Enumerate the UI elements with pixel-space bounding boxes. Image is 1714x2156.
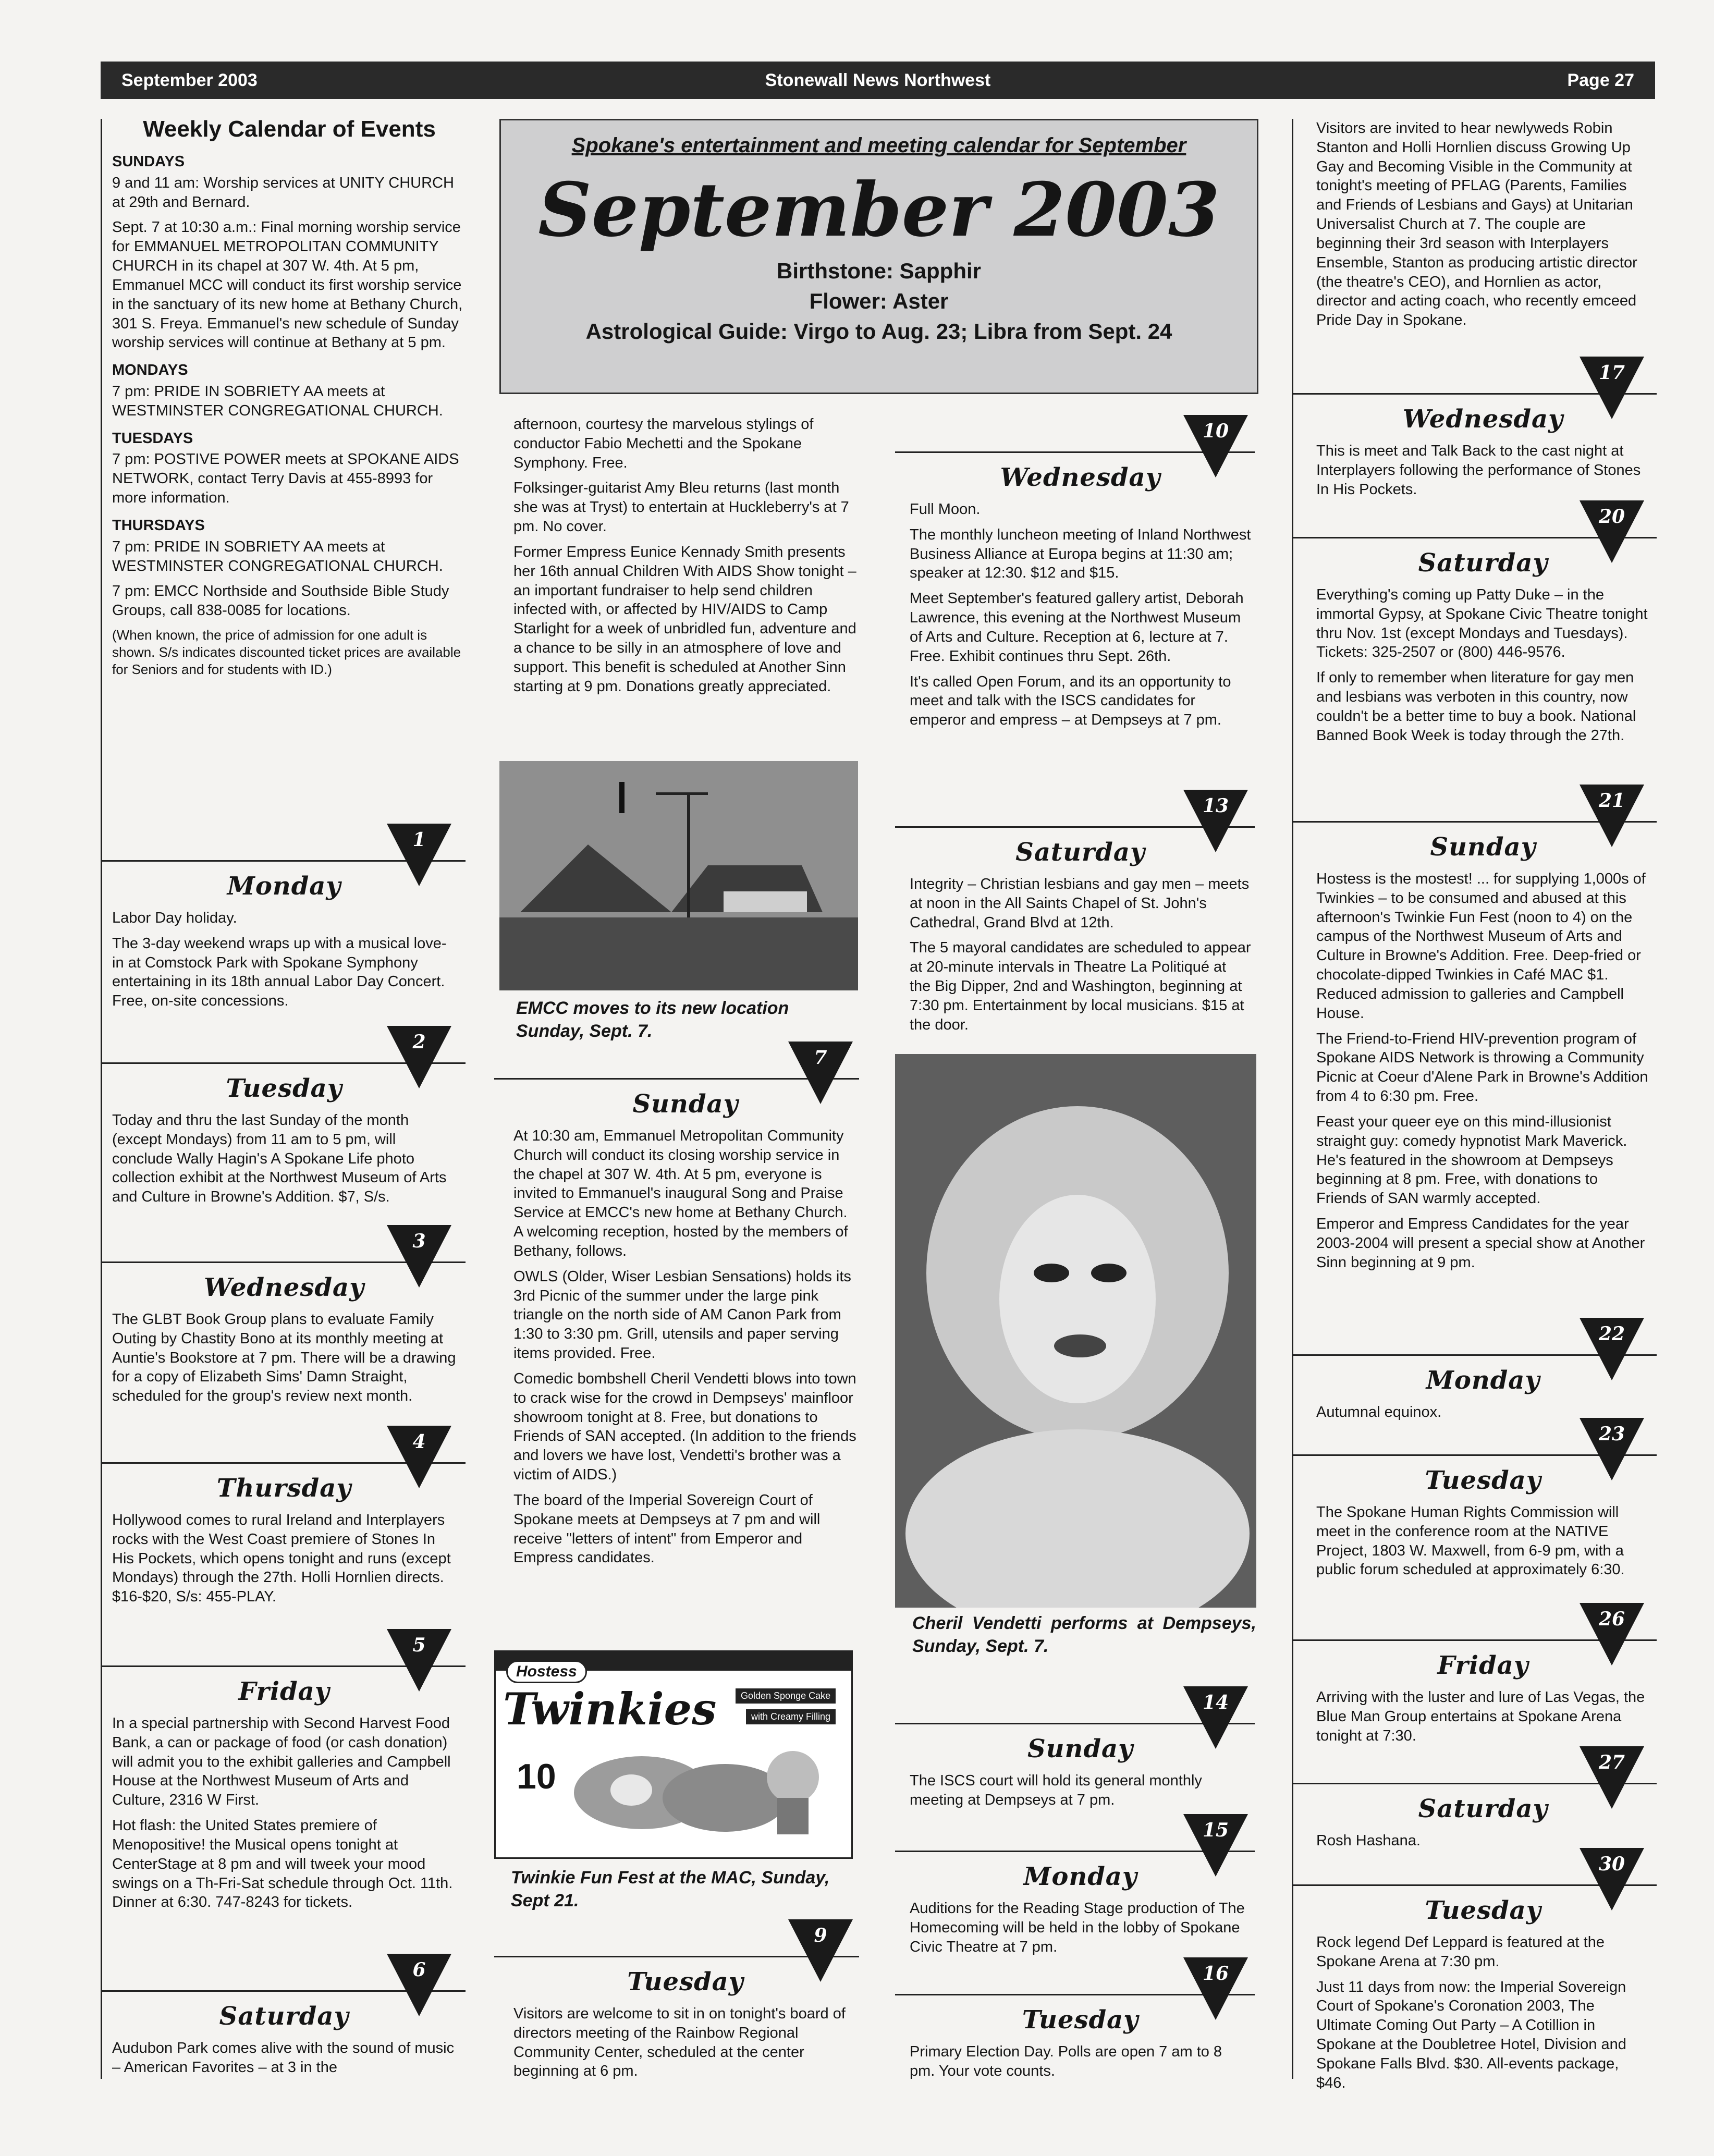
event-text: Emperor and Empress Candidates for the year 2003-2004 will present a special show at Another Sinn beginning at 9 pm.: [1316, 1216, 1645, 1271]
day-body: [112, 1467, 456, 1613]
day-title: Monday: [227, 872, 341, 901]
day-body: [513, 1961, 858, 2087]
ad-brand: Hostess: [506, 1660, 587, 1683]
day-title: Sunday: [632, 1089, 739, 1119]
date-number: 9: [814, 1925, 827, 1946]
day-title: Thursday: [216, 1474, 352, 1503]
event-text: Comedic bombshell Cheril Vendetti blows into town to crack wise for the crowd in Dempseys' mainfloor showroom tonight at 8. Free, but donations to Friends of SAN accepted. (In addition to the friends and lovers we have lost, Vendetti's brother was a victim of AIDS.): [513, 1370, 856, 1484]
event-text: If only to remember when literature for gay men and lesbians was verboten in this country, now couldn't be a better time to buy a book. National Banned Book Week is today through the 27th.: [1316, 669, 1636, 744]
date-number: 26: [1598, 1608, 1625, 1630]
event-text: Arriving with the luster and lure of Las Vegas, the Blue Man Group entertains at Spokane Arena tonight at 7:30.: [1316, 1688, 1645, 1744]
event-text: The GLBT Book Group plans to evaluate Family Outing by Chastity Bono at its monthly meeting at Auntie's Bookstore at 7 pm. There will be a drawing for a copy of Elizabeth Sims' Damn Straight, scheduled for the group's review next month.: [112, 1310, 456, 1405]
day-body: [1316, 826, 1650, 1279]
date-number: 10: [1202, 420, 1229, 442]
date-number: 17: [1598, 362, 1625, 384]
banner-flower: Flower: Aster: [809, 289, 949, 313]
event-text: The Friend-to-Friend HIV-prevention program of Spokane AIDS Network is throwing a Community Picnic at Coeur d'Alene Park in Browne's Addition from 4 to 6:30 pm. Free.: [1316, 1030, 1648, 1105]
ad-tag: with Creamy Filling: [746, 1709, 836, 1724]
day-title: Tuesday: [627, 1967, 744, 1996]
event-text: Hostess is the mostest! ... for supplying 1,000s of Twinkies – to be consumed and abused at this afternoon's Twinkie Fun Fest (noon to 4) on the campus of the Northwest Museum of Arts and Culture in Browne's Addition. Free. Deep-fried or chocolate-dipped Twinkies in Café MAC $1. Reduced admission to galleries and Campbell House.: [1316, 870, 1646, 1022]
event-text: Auditions for the Reading Stage production of The Homecoming will be held in the lobby of Spokane Civic Theatre at 7 pm.: [910, 1900, 1245, 1955]
day-body: [112, 1995, 456, 2084]
event-text: Primary Election Day. Polls are open 7 am to 8 pm. Your vote counts.: [910, 2043, 1222, 2079]
event-text: Visitors are invited to hear newlyweds Robin Stanton and Holli Hornlien discuss Growing Up Gay and Becoming Visible in the Community at tonight's meeting of PFLAG (Parents, Families and Friends of Lesbians and Gays) at Unitarian Universalist Church at 7. The couple are beginning their 3rd season with Interplayers Ensemble, Stanton as producing artistic director (the theatre's CEO), and Hornlien as actor, director and acting coach, who recently emceed Pride Day in Spokane.: [1316, 120, 1637, 329]
date-number: 22: [1598, 1323, 1625, 1345]
day-title: Wednesday: [203, 1273, 365, 1302]
banner-astro: Astrological Guide: Virgo to Aug. 23; Libra from Sept. 24: [585, 319, 1172, 344]
weekly-entry: 9 and 11 am: Worship services at UNITY CHURCH at 29th and Bernard.: [112, 174, 454, 211]
date-number: 16: [1202, 1963, 1229, 1985]
weekly-heading: MONDAYS: [112, 362, 188, 379]
weekly-heading: TUESDAYS: [112, 430, 193, 447]
day-title: Sunday: [1027, 1734, 1133, 1763]
event-text: Hollywood comes to rural Ireland and Interplayers rocks with the West Coast premiere of Stones In His Pockets, which opens tonight and runs (except Mondays) through the 27th. Holli Hornlien directs. $16-$20, S/s: 455-PLAY.: [112, 1511, 451, 1606]
day-title: Friday: [238, 1677, 330, 1706]
event-text: Hot flash: the United States premiere of Menopositive! the Musical opens tonight at CenterStage at 8 pm and will tweek your mood swings on a Th-Fri-Sat schedule through Oct. 11th. Dinner at 6:30. 747-8243 for tickets.: [112, 1817, 453, 1911]
weekly-entry: 7 pm: EMCC Northside and Southside Bible Study Groups, call 838-0085 for locations.: [112, 583, 449, 619]
ad-count: 10: [517, 1757, 556, 1796]
event-text: Rosh Hashana.: [1316, 1832, 1421, 1849]
day-title: Wednesday: [1000, 463, 1161, 492]
weekly-heading: THURSDAYS: [112, 517, 205, 534]
day-body: [910, 1856, 1251, 1963]
twinkies-caption: Twinkie Fun Fest at the MAC, Sunday, Sept 21.: [511, 1868, 830, 1911]
event-text: afternoon, courtesy the marvelous stylings of conductor Fabio Mechetti and the Spokane Symphony. Free.: [513, 416, 814, 471]
event-text: Labor Day holiday.: [112, 909, 237, 926]
day-body: [112, 1671, 456, 1918]
day-body: [1316, 1460, 1650, 1586]
day-body: [910, 1728, 1251, 1816]
event-text: Former Empress Eunice Kennady Smith presents her 16th annual Children With AIDS Show tonight – an important fundraiser to help send children infected with, or affected by HIV/AIDS to Camp Starlight for a week of unbridled fun, adventure and a chance to be silly in an atmosphere of love and support. This benefit is scheduled at Another Sinn starting at 9 pm. Donations greatly appreciated.: [513, 543, 856, 695]
day-title: Saturday: [1015, 838, 1145, 867]
event-text: Integrity – Christian lesbians and gay men – meets at noon in the All Saints Chapel of St. John's Cathedral, Grand Blvd at 12th.: [910, 875, 1250, 931]
church-photo-image: [499, 761, 858, 990]
column-rule: [1292, 119, 1293, 2079]
event-text: The 3-day weekend wraps up with a musical love-in at Comstock Park with Spokane Symphony entertaining in its 18th annual Labor Day Concert. Free, on-site concessions.: [112, 935, 447, 1010]
column-4-continuation: [1316, 119, 1650, 336]
date-number: 6: [412, 1959, 426, 1981]
performer-photo-caption: Cheril Vendetti performs at Dempseys, Sunday, Sept. 7.: [912, 1613, 1256, 1657]
event-text: It's called Open Forum, and its an opportunity to meet and talk with the ISCS candidates for emperor and empress – at Dempseys at 7 pm.: [910, 673, 1231, 729]
weekly-entry: 7 pm: POSTIVE POWER meets at SPOKANE AIDS NETWORK, contact Terry Davis at 455-8993 for more information.: [112, 451, 459, 507]
banner-birthstone: Birthstone: Sapphir: [776, 259, 981, 283]
day-title: Monday: [1426, 1366, 1540, 1395]
ad-product: Twinkies: [503, 1683, 717, 1735]
date-number: 4: [412, 1431, 426, 1453]
day-title: Wednesday: [1402, 405, 1564, 434]
day-body: [1316, 1890, 1650, 2099]
day-title: Tuesday: [1425, 1896, 1541, 1925]
header-publication: Stonewall News Northwest: [765, 70, 991, 90]
weekly-heading: SUNDAYS: [112, 153, 185, 170]
date-number: 21: [1598, 790, 1625, 812]
date-number: 5: [412, 1634, 426, 1656]
date-number: 13: [1202, 795, 1229, 817]
event-text: Just 11 days from now: the Imperial Sovereign Court of Spokane's Coronation 2003, The Ultimate Coming Out Party – A Cotillion in Spokane at the Doubletree Hotel, Division and Spokane Falls Blvd. $30. All-events package, $46.: [1316, 1978, 1626, 2091]
event-text: OWLS (Older, Wiser Lesbian Sensations) holds its 3rd Picnic of the summer under the large pink triangle on the north side of AM Canon Park from 1:30 to 3:30 pm. Grill, utensils and paper serving items provided. Free.: [513, 1268, 851, 1362]
day-body: [112, 1267, 456, 1412]
event-text: Autumnal equinox.: [1316, 1403, 1442, 1420]
date-number: 2: [412, 1031, 426, 1053]
event-text: Folksinger-guitarist Amy Bleu returns (last month she was at Tryst) to entertain at Huckleberry's at 7 pm. No cover.: [513, 480, 849, 535]
event-text: Full Moon.: [910, 500, 981, 518]
event-text: The ISCS court will hold its general monthly meeting at Dempseys at 7 pm.: [910, 1772, 1202, 1808]
date-number: 3: [412, 1230, 426, 1252]
event-text: The monthly luncheon meeting of Inland Northwest Business Alliance at Europa begins at 11:30 am; speaker at 12:30. $12 and $15.: [910, 526, 1251, 582]
date-number: 14: [1202, 1692, 1229, 1713]
event-text: Audubon Park comes alive with the sound of music – American Favorites – at 3 in the: [112, 2039, 455, 2076]
weekly-title: Weekly Calendar of Events: [143, 116, 436, 142]
date-number: 30: [1598, 1853, 1625, 1875]
page-header: [101, 62, 1655, 99]
date-number: 23: [1598, 1423, 1625, 1445]
date-number: 15: [1202, 1819, 1229, 1841]
event-text: The board of the Imperial Sovereign Court of Spokane meets at Dempseys at 7 pm and will receive "letters of intent" from Emperor and Empress candidates.: [513, 1491, 821, 1566]
event-text: Feast your queer eye on this mind-illusionist straight guy: comedy hypnotist Mark Maverick. He's featured in the showroom at Dempseys beginning at 8 pm. Free, with donations to Friends of SAN warmly accepted.: [1316, 1113, 1627, 1207]
date-number: 1: [412, 829, 426, 851]
header-page-number: Page 27: [1567, 70, 1634, 90]
admission-note: (When known, the price of admission for one adult is shown. S/s indicates discounted ticket prices are available for Seniors and for students with ID.): [112, 627, 461, 678]
day-title: Tuesday: [226, 1074, 342, 1103]
event-text: Today and thru the last Sunday of the month (except Mondays) from 11 am to 5 pm, will conclude Wally Hagin's A Spokane Life photo collection exhibit at the Northwest Museum of Arts and Culture in Browne's Addition. $7, S/s.: [112, 1111, 447, 1206]
twinkies-ad: [494, 1650, 853, 1859]
day-body: [112, 865, 456, 1017]
ad-tag: Golden Sponge Cake: [736, 1688, 836, 1704]
event-text: At 10:30 am, Emmanuel Metropolitan Community Church will conduct its closing worship service in the chapel at 307 W. 4th. At 5 pm, everyone is invited to Emmanuel's inaugural Song and Praise Service at EMCC's new home at Bethany Church. A welcoming reception, hosted by the members of Bethany, follows.: [513, 1127, 848, 1259]
event-text: This is meet and Talk Back to the cast night at Interplayers following the performance of Stones In His Pockets.: [1316, 442, 1641, 498]
event-text: The Spokane Human Rights Commission will meet in the conference room at the NATIVE Project, 1803 W. Maxwell, from 6-9 pm, with a public forum scheduled at approximately 6:30.: [1316, 1503, 1625, 1578]
header-date: September 2003: [121, 70, 258, 90]
event-text: In a special partnership with Second Harvest Food Bank, a can or package of food (or cash donation) will admit you to the exhibit galleries and Campbell House at the Northwest Museum of Arts and Culture, 2316 W First.: [112, 1714, 451, 1809]
month-banner: [499, 119, 1258, 394]
twinkie-cakes-image: [574, 1741, 835, 1840]
church-photo-caption: EMCC moves to its new location Sunday, Sept. 7.: [516, 998, 789, 1042]
date-number: 7: [814, 1047, 827, 1069]
day-title: Monday: [1023, 1862, 1137, 1891]
event-text: Everything's coming up Patty Duke – in the immortal Gypsy, at Spokane Civic Theatre tonight thru Nov. 1st (except Mondays and Tuesdays). Tickets: 325-2507 or (800) 446-9576.: [1316, 586, 1648, 661]
weekly-entry: 7 pm: PRIDE IN SOBRIETY AA meets at WESTMINSTER CONGREGATIONAL CHURCH.: [112, 538, 443, 574]
weekly-entry: Sept. 7 at 10:30 a.m.: Final morning worship service for EMMANUEL METROPOLITAN COMMUNITY CHURCH in its chapel at 307 W. 4th. At 5 pm, Emmanuel MCC will conduct its first worship service in the sanctuary of its new home at Bethany Church, 301 S. Freya. Emmanuel's new schedule of Sunday worship services will continue at Bethany at 5 pm.: [112, 219, 463, 351]
day-body: [910, 831, 1251, 1041]
event-text: Rock legend Def Leppard is featured at the Spokane Arena at 7:30 pm.: [1316, 1933, 1605, 1970]
column-rule: [101, 119, 102, 2079]
day-title: Tuesday: [1022, 2005, 1139, 2035]
banner-title: September 2003: [538, 167, 1220, 253]
column-2-continuation: [513, 415, 858, 703]
weekly-calendar: [112, 115, 467, 684]
event-text: Meet September's featured gallery artist, Deborah Lawrence, this evening at the Northwest Museum of Arts and Culture. Reception at 6, lecture at 7. Free. Exhibit continues thru Sept. 26th.: [910, 590, 1244, 665]
day-body: [1316, 1645, 1650, 1751]
day-title: Saturday: [1418, 548, 1548, 578]
day-body: [910, 457, 1251, 736]
event-text: Visitors are welcome to sit in on tonight's board of directors meeting of the Rainbow Regional Community Center, scheduled at the center beginning at 6 pm.: [513, 2005, 846, 2080]
date-number: 20: [1598, 506, 1625, 528]
day-title: Saturday: [219, 2002, 349, 2031]
day-title: Saturday: [1418, 1794, 1548, 1823]
date-number: 27: [1598, 1751, 1625, 1773]
church-photo: [499, 761, 858, 990]
day-title: Sunday: [1430, 832, 1536, 862]
day-title: Friday: [1437, 1651, 1529, 1680]
day-body: [1316, 542, 1650, 752]
day-title: Tuesday: [1425, 1466, 1541, 1495]
weekly-entry: 7 pm: PRIDE IN SOBRIETY AA meets at WESTMINSTER CONGREGATIONAL CHURCH.: [112, 383, 443, 419]
performer-photo-image: [895, 1054, 1256, 1608]
day-body: [112, 1068, 456, 1213]
event-text: The 5 mayoral candidates are scheduled to appear at 20-minute intervals in Theatre La Politiqué at the Big Dipper, 2nd and Washington, beginning at 7:30 pm. Entertainment by local musicians. $15 at the door.: [910, 939, 1251, 1033]
day-body: [910, 1999, 1251, 2087]
day-body: [1316, 1788, 1650, 1857]
day-body: [1316, 398, 1650, 505]
day-body: [513, 1083, 858, 1574]
performer-photo: [895, 1054, 1256, 1608]
banner-subtitle: Spokane's entertainment and meeting calendar for September: [571, 134, 1186, 157]
